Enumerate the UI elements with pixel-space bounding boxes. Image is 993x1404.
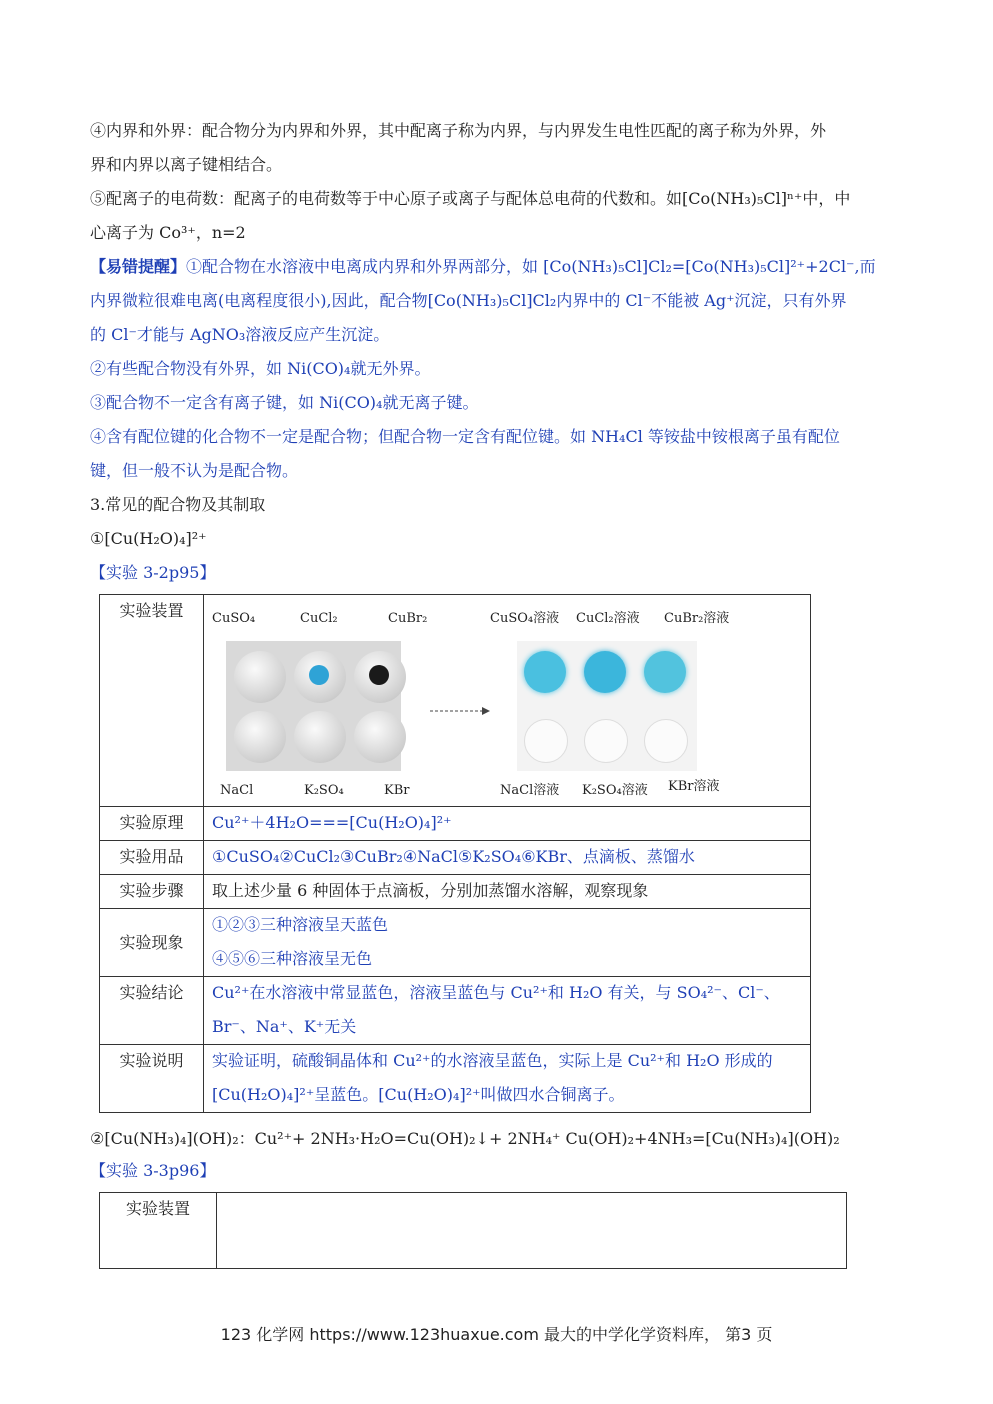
phenomenon-line-1: ①②③三种溶液呈天蓝色	[212, 915, 389, 934]
para-inner-outer: ④内界和外界：配合物分为内界和外界，其中配离子称为内界，与内界发生电性匹配的离子称为外界，外	[90, 121, 827, 140]
row-head-conclusion: 实验结论	[100, 977, 204, 1045]
arrow-icon	[430, 705, 490, 717]
tip-line-1	[90, 256, 905, 278]
solution-cubr2	[644, 651, 686, 693]
solution-k2so4	[584, 719, 628, 763]
tip-line-4: ②有些配合物没有外界，如 Ni(CO)₄就无外界。	[90, 359, 431, 378]
tip-line-6: ④含有配位键的化合物不一定是配合物；但配合物一定含有配位键。如 NH₄Cl 等铵盐中铵根离子虽有配位	[90, 427, 840, 446]
label-cubr2-solution: CuBr₂溶液	[664, 611, 730, 626]
tip-line-3: 的 Cl⁻才能与 AgNO₃溶液反应产生沉淀。	[90, 325, 390, 344]
tip-line-5: ③配合物不一定含有离子键，如 Ni(CO)₄就无离子键。	[90, 393, 479, 412]
experiment-3-2-label: 【实验 3-2p95】	[90, 563, 216, 582]
experiment-3-3-label: 【实验 3-3p96】	[90, 1161, 216, 1180]
label-cubr2: CuBr₂	[388, 611, 428, 626]
solution-kbr	[644, 719, 688, 763]
conclusion-content	[204, 977, 811, 1045]
explanation-line-1: 实验证明，硫酸铜晶体和 Cu²⁺的水溶液呈蓝色，实际上是 Cu²⁺和 H₂O 形成的	[212, 1051, 773, 1070]
para-charge-cont: 心离子为 Co³⁺，n=2	[90, 223, 246, 242]
row-head-apparatus-2: 实验装置	[100, 1193, 217, 1269]
conclusion-line-1: Cu²⁺在水溶液中常显蓝色，溶液呈蓝色与 Cu²⁺和 H₂O 有关，与 SO₄²⁻、Cl⁻、	[212, 983, 780, 1002]
apparatus-content-2	[217, 1193, 847, 1269]
steps-content: 取上述少量 6 种固体于点滴板，分别加蒸馏水溶解，观察现象	[204, 875, 811, 909]
row-head-phenomenon: 实验现象	[100, 909, 204, 977]
materials-content: ①CuSO₄②CuCl₂③CuBr₂④NaCl⑤K₂SO₄⑥KBr、点滴板、蒸馏水	[204, 841, 811, 875]
label-k2so4-solution: K₂SO₄溶液	[582, 783, 648, 798]
label-nacl-solution: NaCl溶液	[500, 783, 560, 798]
well-k2so4	[294, 711, 346, 763]
row-head-explanation: 实验说明	[100, 1045, 204, 1113]
section-heading: 3.常见的配合物及其制取	[90, 495, 266, 514]
well-cuso4	[234, 651, 286, 703]
page-footer: 123 化学网 https://www.123huaxue.com 最大的中学化学资料库， 第3 页	[220, 1325, 773, 1344]
well-nacl	[234, 711, 286, 763]
tip-line-7: 键，但一般不认为是配合物。	[90, 461, 299, 480]
label-cucl2: CuCl₂	[300, 611, 338, 626]
row-head-principle: 实验原理	[100, 807, 204, 841]
principle-content: Cu²⁺＋4H₂O===[Cu(H₂O)₄]²⁺	[204, 807, 811, 841]
experiment-table-1	[99, 594, 811, 1113]
para-charge: ⑤配离子的电荷数：配离子的电荷数等于中心原子或离子与配体总电荷的代数和。如[Co(NH₃)₅Cl]ⁿ⁺中，中	[90, 189, 851, 208]
explanation-line-2: [Cu(H₂O)₄]²⁺呈蓝色。[Cu(H₂O)₄]²⁺叫做四水合铜离子。	[212, 1085, 625, 1104]
tip-line-2: 内界微粒很难电离(电离程度很小),因此，配合物[Co(NH₃)₅Cl]Cl₂内界中的 Cl⁻不能被 Ag⁺沉淀，只有外界	[90, 291, 847, 310]
phenomenon-line-2: ④⑤⑥三种溶液呈无色	[212, 949, 373, 968]
apparatus-figure-cell	[204, 595, 811, 807]
well-kbr	[354, 711, 406, 763]
para-inner-outer-cont: 界和内界以离子键相结合。	[90, 155, 283, 174]
label-kbr: KBr	[384, 783, 410, 798]
tip-text-1: ①配合物在水溶液中电离成内界和外界两部分，如 [Co(NH₃)₅Cl]Cl₂=[Co(NH₃)₅Cl]²⁺+2Cl⁻,而	[186, 257, 876, 276]
solution-nacl	[524, 719, 568, 763]
row-head-materials: 实验用品	[100, 841, 204, 875]
conclusion-line-2: Br⁻、Na⁺、K⁺无关	[212, 1017, 357, 1036]
label-nacl: NaCl	[220, 783, 254, 798]
phenomenon-content	[204, 909, 811, 977]
label-cucl2-solution: CuCl₂溶液	[576, 611, 640, 626]
explanation-content	[204, 1045, 811, 1113]
solution-cuso4	[524, 651, 566, 693]
apparatus-figure	[212, 599, 802, 799]
tip-label: 【易错提醒】	[90, 257, 187, 276]
complex-1-title: ①[Cu(H₂O)₄]²⁺	[90, 529, 207, 548]
row-head-apparatus: 实验装置	[100, 595, 204, 807]
label-kbr-solution: KBr溶液	[668, 779, 720, 794]
label-k2so4: K₂SO₄	[304, 783, 344, 798]
experiment-table-2	[99, 1192, 847, 1269]
cucl2-sample	[309, 665, 329, 685]
row-head-steps: 实验步骤	[100, 875, 204, 909]
complex-2-equation: ②[Cu(NH₃)₄](OH)₂：Cu²⁺+ 2NH₃·H₂O=Cu(OH)₂↓+ 2NH₄⁺ Cu(OH)₂+4NH₃=[Cu(NH₃)₄](OH)₂	[90, 1129, 840, 1148]
cubr2-sample	[369, 665, 389, 685]
solution-cucl2	[584, 651, 626, 693]
label-cuso4-solution: CuSO₄溶液	[490, 611, 560, 626]
label-cuso4: CuSO₄	[212, 611, 256, 626]
